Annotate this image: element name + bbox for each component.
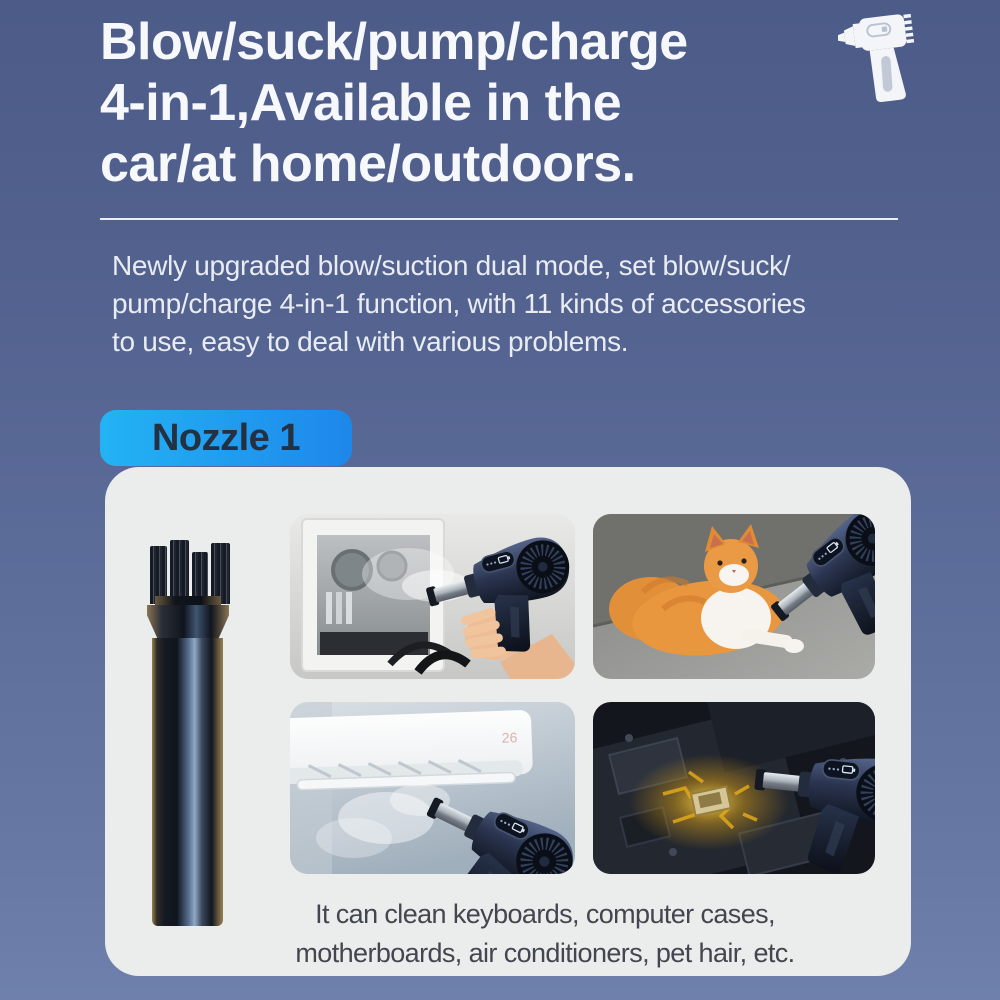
intro-text [112, 247, 806, 361]
motherboard-cleaning-photo [593, 702, 875, 874]
intro-line: to use, easy to deal with various problems. [112, 326, 629, 357]
ac-temperature-display: 26 [501, 729, 518, 746]
brush-ferrule [155, 596, 221, 605]
caption-line: It can clean keyboards, computer cases, [315, 899, 775, 929]
air-duster-icon [838, 4, 943, 109]
intro-line: pump/charge 4-in-1 function, with 11 kinds of accessories [112, 288, 806, 319]
title-line: 4-in-1,Available in the [100, 74, 622, 132]
nozzle-tab [100, 410, 352, 466]
computer-case-cleaning-photo [290, 514, 575, 679]
title-line: car/at home/outdoors. [100, 135, 636, 193]
divider-line [100, 218, 898, 220]
feature-card [105, 467, 911, 976]
card-caption [225, 895, 865, 973]
page-title [100, 12, 688, 195]
brush-collar [147, 605, 229, 639]
intro-line: Newly upgraded blow/suction dual mode, set blow/suck/ [112, 250, 791, 281]
title-line: Blow/suck/pump/charge [100, 13, 688, 71]
brush-tube [152, 638, 223, 926]
air-conditioner-cleaning-photo [290, 702, 575, 874]
nozzle-tab-label: Nozzle 1 [151, 416, 301, 459]
brush-bristles [150, 540, 232, 604]
cat-pet-hair-cleaning-photo [593, 514, 875, 679]
caption-line: motherboards, air conditioners, pet hair, etc. [295, 938, 795, 968]
